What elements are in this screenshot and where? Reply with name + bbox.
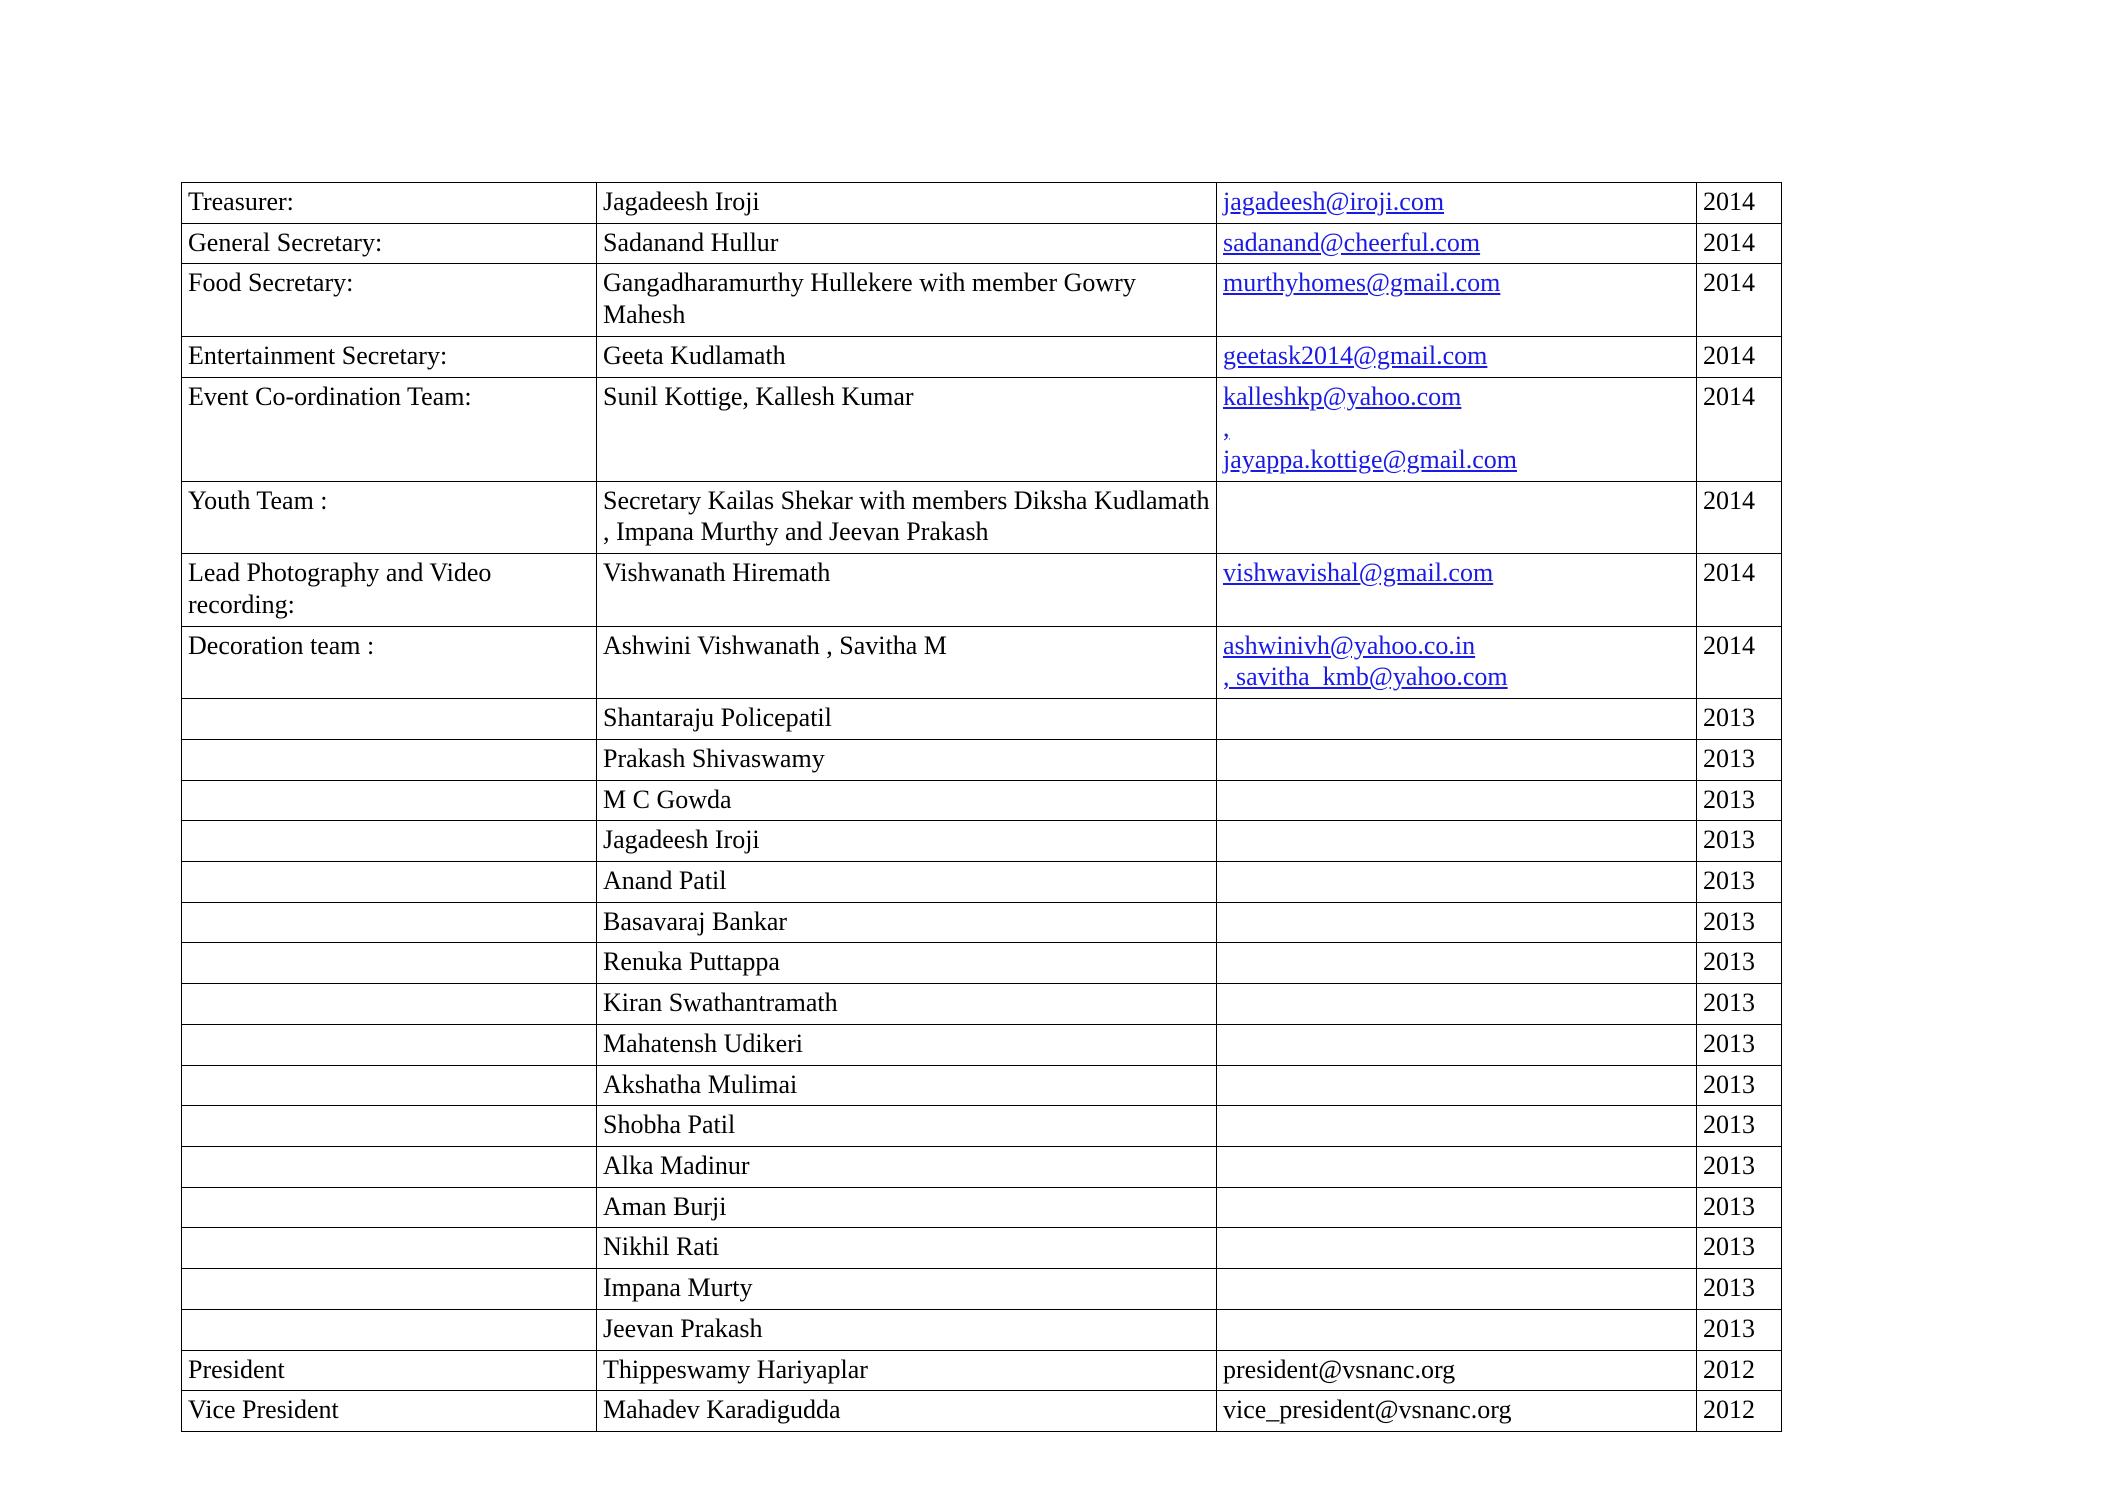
cell-name: Secretary Kailas Shekar with members Diksha Kudlamath , Impana Murthy and Jeevan Prakash <box>597 481 1217 553</box>
cell-name: Aman Burji <box>597 1187 1217 1228</box>
email-link[interactable]: kalleshkp@yahoo.com <box>1223 381 1462 411</box>
cell-role <box>182 739 597 780</box>
cell-role <box>182 1269 597 1310</box>
table-row <box>182 1106 1782 1147</box>
email-link[interactable]: jayappa.kottige@gmail.com <box>1223 445 1517 475</box>
cell-year: 2013 <box>1697 821 1782 862</box>
cell-name: Mahatensh Udikeri <box>597 1024 1217 1065</box>
cell-email <box>1217 1146 1697 1187</box>
cell-role: Treasurer: <box>182 183 597 224</box>
cell-name: Renuka Puttappa <box>597 943 1217 984</box>
cell-role <box>182 821 597 862</box>
cell-year: 2013 <box>1697 739 1782 780</box>
cell-name: Vishwanath Hiremath <box>597 554 1217 626</box>
table-row <box>182 943 1782 984</box>
cell-role: Food Secretary: <box>182 264 597 336</box>
cell-role <box>182 1146 597 1187</box>
cell-role <box>182 699 597 740</box>
cell-year: 2013 <box>1697 1106 1782 1147</box>
cell-email <box>1217 1187 1697 1228</box>
cell-name: Mahadev Karadigudda <box>597 1391 1217 1432</box>
cell-year: 2013 <box>1697 902 1782 943</box>
cell-role <box>182 984 597 1025</box>
cell-email <box>1217 861 1697 902</box>
cell-role <box>182 780 597 821</box>
table-row <box>182 1350 1782 1391</box>
cell-year: 2013 <box>1697 1309 1782 1350</box>
cell-year: 2013 <box>1697 943 1782 984</box>
table-row <box>182 984 1782 1025</box>
cell-role: Youth Team : <box>182 481 597 553</box>
table-row <box>182 481 1782 553</box>
cell-name: Ashwini Vishwanath , Savitha M <box>597 626 1217 698</box>
cell-role: Lead Photography and Video recording: <box>182 554 597 626</box>
cell-name: Prakash Shivaswamy <box>597 739 1217 780</box>
table-row <box>182 739 1782 780</box>
table-row <box>182 902 1782 943</box>
cell-name: Thippeswamy Hariyaplar <box>597 1350 1217 1391</box>
cell-email[interactable] <box>1217 183 1697 224</box>
email-link[interactable]: , <box>1223 413 1230 443</box>
table-row <box>182 780 1782 821</box>
cell-role <box>182 1024 597 1065</box>
cell-name: Sadanand Hullur <box>597 223 1217 264</box>
table-row <box>182 626 1782 698</box>
table-row <box>182 1309 1782 1350</box>
cell-email <box>1217 481 1697 553</box>
cell-email <box>1217 984 1697 1025</box>
cell-role <box>182 1106 597 1147</box>
cell-name: Kiran Swathantramath <box>597 984 1217 1025</box>
cell-year: 2013 <box>1697 984 1782 1025</box>
cell-year: 2013 <box>1697 1228 1782 1269</box>
email-link[interactable]: jagadeesh@iroji.com <box>1223 187 1445 216</box>
committee-table <box>181 182 1782 1432</box>
cell-year: 2013 <box>1697 780 1782 821</box>
cell-role <box>182 1228 597 1269</box>
cell-year: 2013 <box>1697 861 1782 902</box>
cell-email[interactable] <box>1217 223 1697 264</box>
table-row <box>182 861 1782 902</box>
cell-name: Alka Madinur <box>597 1146 1217 1187</box>
cell-email <box>1217 943 1697 984</box>
cell-year: 2012 <box>1697 1391 1782 1432</box>
cell-year: 2014 <box>1697 377 1782 481</box>
cell-year: 2013 <box>1697 1269 1782 1310</box>
table-row <box>182 699 1782 740</box>
cell-name: Jagadeesh Iroji <box>597 821 1217 862</box>
cell-name: Jagadeesh Iroji <box>597 183 1217 224</box>
cell-name: Basavaraj Bankar <box>597 902 1217 943</box>
cell-name: Impana Murty <box>597 1269 1217 1310</box>
cell-name: Anand Patil <box>597 861 1217 902</box>
committee-table-container <box>181 182 1781 1432</box>
cell-email <box>1217 1065 1697 1106</box>
cell-email[interactable] <box>1217 554 1697 626</box>
cell-year: 2014 <box>1697 336 1782 377</box>
cell-email <box>1217 1350 1697 1391</box>
cell-role <box>182 1187 597 1228</box>
cell-year: 2014 <box>1697 481 1782 553</box>
table-row <box>182 264 1782 336</box>
email-link[interactable]: ashwinivh@yahoo.co.in <box>1223 630 1476 660</box>
cell-email <box>1217 1024 1697 1065</box>
cell-year: 2013 <box>1697 1065 1782 1106</box>
table-row <box>182 1024 1782 1065</box>
cell-year: 2014 <box>1697 626 1782 698</box>
cell-name: Jeevan Prakash <box>597 1309 1217 1350</box>
cell-name: Shobha Patil <box>597 1106 1217 1147</box>
table-row <box>182 1187 1782 1228</box>
cell-name: Nikhil Rati <box>597 1228 1217 1269</box>
table-row <box>182 821 1782 862</box>
cell-role: Decoration team : <box>182 626 597 698</box>
cell-email[interactable] <box>1217 264 1697 336</box>
cell-name: Akshatha Mulimai <box>597 1065 1217 1106</box>
cell-role <box>182 902 597 943</box>
cell-email[interactable] <box>1217 377 1697 481</box>
email-link[interactable]: , savitha_kmb@yahoo.com <box>1223 662 1508 692</box>
cell-year: 2013 <box>1697 699 1782 740</box>
table-row <box>182 554 1782 626</box>
cell-email <box>1217 739 1697 780</box>
email-link[interactable]: murthyhomes@gmail.com <box>1223 268 1501 298</box>
table-row <box>182 1228 1782 1269</box>
cell-name: Sunil Kottige, Kallesh Kumar <box>597 377 1217 481</box>
table-row <box>182 223 1782 264</box>
cell-year: 2014 <box>1697 183 1782 224</box>
cell-role <box>182 861 597 902</box>
cell-year: 2014 <box>1697 264 1782 336</box>
cell-email[interactable] <box>1217 626 1697 698</box>
cell-year: 2012 <box>1697 1350 1782 1391</box>
cell-role <box>182 1309 597 1350</box>
cell-role: Entertainment Secretary: <box>182 336 597 377</box>
table-row <box>182 377 1782 481</box>
cell-email <box>1217 1106 1697 1147</box>
cell-name: M C Gowda <box>597 780 1217 821</box>
cell-year: 2014 <box>1697 223 1782 264</box>
cell-role <box>182 943 597 984</box>
table-row <box>182 1391 1782 1432</box>
email-text: vice_president@vsnanc.org <box>1223 1395 1512 1425</box>
table-row <box>182 1146 1782 1187</box>
cell-year: 2013 <box>1697 1146 1782 1187</box>
cell-role: President <box>182 1350 597 1391</box>
cell-role <box>182 1065 597 1106</box>
email-link[interactable]: vishwavishal@gmail.com <box>1223 558 1494 588</box>
cell-email <box>1217 821 1697 862</box>
cell-email <box>1217 1391 1697 1432</box>
table-row <box>182 336 1782 377</box>
email-link[interactable]: sadanand@cheerful.com <box>1223 227 1481 257</box>
cell-role: Event Co-ordination Team: <box>182 377 597 481</box>
cell-email[interactable] <box>1217 336 1697 377</box>
cell-name: Geeta Kudlamath <box>597 336 1217 377</box>
cell-name: Gangadharamurthy Hullekere with member Gowry Mahesh <box>597 264 1217 336</box>
cell-name: Shantaraju Policepatil <box>597 699 1217 740</box>
table-row <box>182 183 1782 224</box>
cell-email <box>1217 1309 1697 1350</box>
cell-email <box>1217 780 1697 821</box>
cell-year: 2013 <box>1697 1024 1782 1065</box>
table-row <box>182 1065 1782 1106</box>
cell-year: 2014 <box>1697 554 1782 626</box>
cell-year: 2013 <box>1697 1187 1782 1228</box>
cell-role: General Secretary: <box>182 223 597 264</box>
email-text: president@vsnanc.org <box>1223 1354 1456 1384</box>
table-row <box>182 1269 1782 1310</box>
cell-email <box>1217 1269 1697 1310</box>
email-link[interactable]: geetask2014@gmail.com <box>1223 340 1488 370</box>
cell-email <box>1217 1228 1697 1269</box>
cell-email <box>1217 699 1697 740</box>
cell-email <box>1217 902 1697 943</box>
cell-role: Vice President <box>182 1391 597 1432</box>
